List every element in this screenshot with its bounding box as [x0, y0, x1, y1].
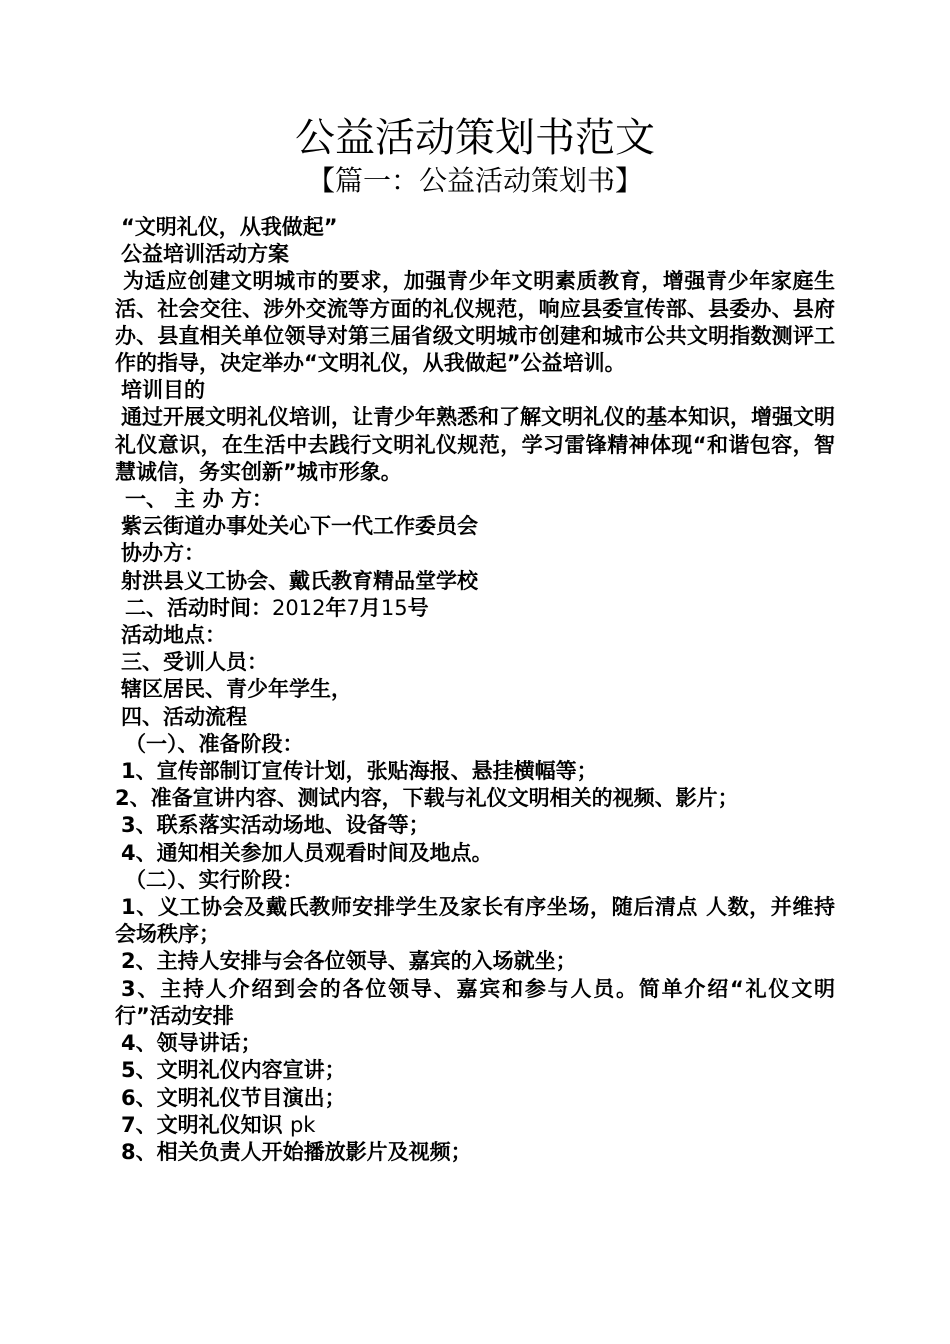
- flow-heading: 四、活动流程: [121, 704, 247, 729]
- activity-time: [115, 595, 835, 622]
- list-item: 8、相关负责人开始播放影片及视频；: [121, 1139, 472, 1164]
- plan-name: 公益培训活动方案: [121, 242, 289, 267]
- venue-heading: 活动地点：: [121, 623, 226, 648]
- time-month-unit: 月: [359, 595, 381, 620]
- time-day-unit: 号: [407, 595, 429, 620]
- co-organizer-heading: 协办方：: [121, 541, 205, 566]
- prep-heading: （一）、准备阶段：: [125, 731, 304, 756]
- list-item: 2、准备宣讲内容、测试内容，下载与礼仪文明相关的视频、影片；: [115, 786, 739, 811]
- intro-paragraph: 为适应创建文明城市的要求，加强青少年文明素质教育，增强青少年家庭生活、社会交往、涉外交流等方面的礼仪规范，响应县委宣传部、县委办、县府办、县直相关单位领导对第三届省级文明城市创建和城市公共文明指数测评工作的指导，决定举办“文明礼仪，从我做起”公益培训。: [115, 269, 835, 376]
- list-item: 3、联系落实活动场地、设备等；: [121, 813, 430, 838]
- list-item: 2、主持人安排与会各位领导、嘉宾的入场就坐；: [121, 949, 577, 974]
- document-subtitle: 【篇一：公益活动策划书】: [306, 164, 643, 197]
- time-year-number: 2012: [272, 595, 326, 620]
- list-item-text: 7、文明礼仪知识: [121, 1112, 283, 1137]
- time-day-number: 15: [380, 595, 408, 620]
- trainees: 辖区居民、青少年学生，: [121, 677, 352, 702]
- organizer-heading: 一、 主 办 方：: [125, 487, 273, 512]
- list-item-suffix: pk: [289, 1112, 316, 1137]
- list-item: [115, 1112, 835, 1139]
- list-item: 1、义工协会及戴氏教师安排学生及家长有序坐场，随后清点 人数，并维持会场秩序；: [115, 895, 835, 947]
- document-body: [115, 214, 835, 1166]
- trainees-heading: 三、受训人员：: [121, 650, 268, 675]
- exec-heading: （二）、实行阶段：: [125, 867, 304, 892]
- slogan: “文明礼仪，从我做起”: [121, 215, 338, 239]
- time-year-unit: 年: [325, 595, 347, 620]
- goal-paragraph: 通过开展文明礼仪培训，让青少年熟悉和了解文明礼仪的基本知识，增强文明礼仪意识，在生活中去践行文明礼仪规范，学习雷锋精神体现“和谐包容，智慧诚信，务实创新”城市形象。: [115, 405, 835, 484]
- organizer: 紫云街道办事处关心下一代工作委员会: [121, 514, 478, 539]
- goal-heading: 培训目的: [121, 378, 205, 403]
- list-item: 1、宣传部制订宣传计划，张贴海报、悬挂横幅等；: [121, 759, 598, 784]
- list-item: 6、文明礼仪节目演出；: [121, 1085, 346, 1110]
- list-item: 5、文明礼仪内容宣讲；: [121, 1058, 346, 1083]
- time-month-number: 7: [346, 595, 360, 620]
- co-organizer: 射洪县义工协会、戴氏教育精品堂学校: [121, 568, 478, 593]
- list-item: 4、领导讲话；: [121, 1031, 262, 1056]
- list-item: 4、通知相关参加人员观看时间及地点。: [121, 840, 493, 865]
- time-heading: 二、活动时间：: [125, 595, 272, 620]
- document-title: 公益活动策划书范文: [295, 115, 655, 161]
- list-item: 3、主持人介绍到会的各位领导、嘉宾和参与人员。简单介绍“礼仪文明行”活动安排: [115, 976, 835, 1028]
